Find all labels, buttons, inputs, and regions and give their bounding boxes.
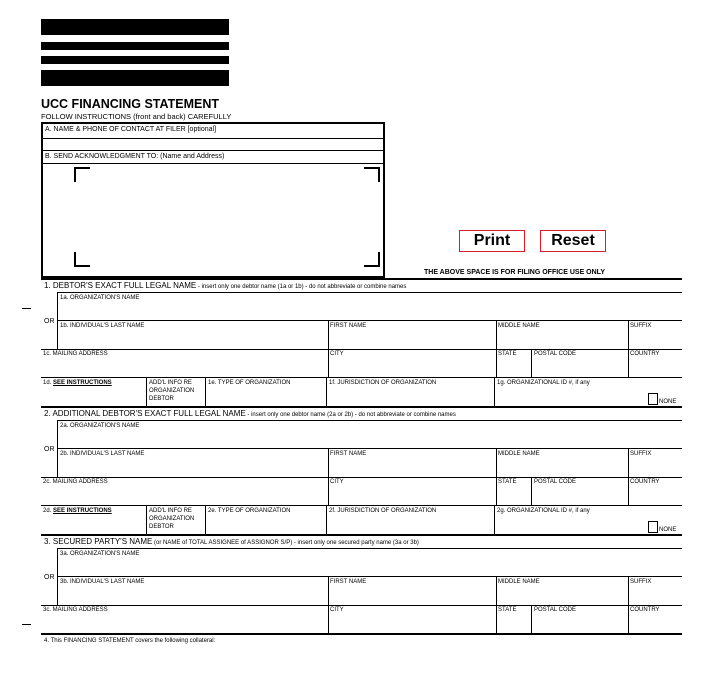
s3-postal-code-label: POSTAL CODE xyxy=(534,607,577,613)
s3-org-name-label: 3a. ORGANIZATION'S NAME xyxy=(60,551,140,557)
s3-org-name-field[interactable] xyxy=(58,549,682,576)
acknowledgment-address-field[interactable] xyxy=(70,166,382,272)
s1-state-label: STATE xyxy=(498,351,517,357)
section2-note: - insert only one debtor name (2a or 2b) - do not abbreviate or combine names xyxy=(245,412,456,418)
s2-addl-info-1: ADD'L INFO RE xyxy=(149,508,192,514)
s2-postal-code-label: POSTAL CODE xyxy=(534,479,577,485)
s2-city-label: CITY xyxy=(330,479,344,485)
s1-org-id-label: 1g. ORGANIZATIONAL ID #, if any xyxy=(497,380,590,386)
contact-at-filer-label: A. NAME & PHONE OF CONTACT AT FILER [optional] xyxy=(45,126,217,133)
send-acknowledgment-label: B. SEND ACKNOWLEDGMENT TO: (Name and Address) xyxy=(45,153,225,160)
section3-title-text: 3. SECURED PARTY'S NAME xyxy=(44,537,153,546)
filer-box-divider-1 xyxy=(41,138,385,139)
s1-see-label xyxy=(43,380,112,386)
s1-org-name-label: 1a. ORGANIZATION'S NAME xyxy=(60,295,140,301)
s3-country-label: COUNTRY xyxy=(630,607,660,613)
s2-jurisdiction-label: 2f. JURISDICTION OF ORGANIZATION xyxy=(329,508,437,514)
section1-title xyxy=(44,282,406,290)
s2-or-label: OR xyxy=(44,446,55,453)
s2-middle-name-label: MIDDLE NAME xyxy=(498,451,540,457)
s2-addl-info-2: ORGANIZATION xyxy=(149,516,195,522)
s1-jurisdiction-label: 1f. JURISDICTION OF ORGANIZATION xyxy=(329,380,437,386)
s2-col-6 xyxy=(205,505,206,534)
s2-none-checkbox[interactable] xyxy=(648,521,658,533)
s2-org-name-field[interactable] xyxy=(58,421,682,448)
s3-state-label: STATE xyxy=(498,607,517,613)
s1-first-name-label: FIRST NAME xyxy=(330,323,367,329)
s3-city-label: CITY xyxy=(330,607,344,613)
s2-col-7 xyxy=(326,505,327,534)
s2-mailing-address-label: 2c. MAILING ADDRESS xyxy=(43,479,108,485)
s1-col-6 xyxy=(205,377,206,406)
s1-suffix-label: SUFFIX xyxy=(630,323,652,329)
s1-indiv-last-name-label: 1b. INDIVIDUAL'S LAST NAME xyxy=(60,323,145,329)
form-instructions: FOLLOW INSTRUCTIONS (front and back) CAREFULLY xyxy=(41,112,232,121)
section2-title xyxy=(44,410,456,418)
s2-org-id-label: 2g. ORGANIZATIONAL ID #, if any xyxy=(497,508,590,514)
s1-or-label: OR xyxy=(44,318,55,325)
s2-country-label: COUNTRY xyxy=(630,479,660,485)
s2-col-5 xyxy=(146,505,147,534)
s3-indiv-last-name-label: 3b. INDIVIDUAL'S LAST NAME xyxy=(60,579,145,585)
s1-col-5 xyxy=(146,377,147,406)
s1-country-label: COUNTRY xyxy=(630,351,660,357)
s1-col-3 xyxy=(531,349,532,377)
s1-mailing-address-label: 1c. MAILING ADDRESS xyxy=(43,351,108,357)
s2-see-prefix: 2d. xyxy=(43,508,52,514)
section3-top-rule xyxy=(41,534,682,536)
s1-city-label: CITY xyxy=(330,351,344,357)
s1-see-instructions-link[interactable]: SEE INSTRUCTIONS xyxy=(53,380,112,386)
s1-none-label: NONE xyxy=(659,399,677,405)
print-button[interactable]: Print xyxy=(459,230,525,252)
filing-office-note: THE ABOVE SPACE IS FOR FILING OFFICE USE ONLY xyxy=(424,269,605,276)
section3-title xyxy=(44,538,419,546)
s3-or-label: OR xyxy=(44,574,55,581)
s2-suffix-label: SUFFIX xyxy=(630,451,652,457)
redaction-bar-1 xyxy=(41,19,229,35)
filer-box-divider-3 xyxy=(41,163,385,164)
s2-col-8 xyxy=(494,505,495,534)
s1-col-8 xyxy=(494,377,495,406)
section2-title-text: 2. ADDITIONAL DEBTOR'S EXACT FULL LEGAL NAME xyxy=(44,409,246,418)
filer-box-divider-2 xyxy=(41,150,385,151)
section3-note: (or NAME of TOTAL ASSIGNEE of ASSIGNOR S/P) - insert only one secured party name (3a or 3b) xyxy=(152,540,419,546)
s2-state-label: STATE xyxy=(498,479,517,485)
s1-addl-info-3: DEBTOR xyxy=(149,396,174,402)
s3-first-name-label: FIRST NAME xyxy=(330,579,367,585)
section4-top-rule xyxy=(41,633,682,635)
section1-note: - insert only one debtor name (1a or 1b) - do not abbreviate or combine names xyxy=(196,284,407,290)
s2-type-org-label: 2e. TYPE OF ORGANIZATION xyxy=(208,508,291,514)
address-corner-brackets xyxy=(70,166,382,272)
s1-type-org-label: 1e. TYPE OF ORGANIZATION xyxy=(208,380,291,386)
margin-tick-bottom xyxy=(22,624,31,625)
margin-tick-top xyxy=(22,308,31,309)
s2-org-name-label: 2a. ORGANIZATION'S NAME xyxy=(60,423,140,429)
s2-col-3 xyxy=(531,477,532,505)
reset-button[interactable]: Reset xyxy=(540,230,606,252)
s1-addl-info-1: ADD'L INFO RE xyxy=(149,380,192,386)
redaction-bar-3 xyxy=(41,56,229,64)
s1-postal-code-label: POSTAL CODE xyxy=(534,351,577,357)
s1-see-prefix: 1d. xyxy=(43,380,52,386)
s2-addl-info-3: DEBTOR xyxy=(149,524,174,530)
s3-suffix-label: SUFFIX xyxy=(630,579,652,585)
s1-col-7 xyxy=(326,377,327,406)
s1-addl-info-2: ORGANIZATION xyxy=(149,388,195,394)
form-title: UCC FINANCING STATEMENT xyxy=(41,97,219,111)
s1-middle-name-label: MIDDLE NAME xyxy=(498,323,540,329)
s1-org-name-field[interactable] xyxy=(58,293,682,320)
s2-none-label: NONE xyxy=(659,527,677,533)
section2-top-rule xyxy=(41,406,682,408)
s1-rule-d xyxy=(41,377,682,378)
s3-middle-name-label: MIDDLE NAME xyxy=(498,579,540,585)
s3-col-3 xyxy=(531,605,532,633)
s2-first-name-label: FIRST NAME xyxy=(330,451,367,457)
s2-rule-d xyxy=(41,505,682,506)
redaction-bar-4 xyxy=(41,70,229,86)
s3-mailing-address-label: 3c. MAILING ADDRESS xyxy=(43,607,108,613)
s2-see-label xyxy=(43,508,112,514)
section4-collateral-text: 4. This FINANCING STATEMENT covers the following collateral: xyxy=(44,638,216,644)
section1-title-text: 1. DEBTOR'S EXACT FULL LEGAL NAME xyxy=(44,281,197,290)
section1-top-rule xyxy=(41,278,682,280)
s1-none-checkbox[interactable] xyxy=(648,393,658,405)
redaction-bar-2 xyxy=(41,42,229,50)
s2-indiv-last-name-label: 2b. INDIVIDUAL'S LAST NAME xyxy=(60,451,145,457)
s2-see-instructions-link[interactable]: SEE INSTRUCTIONS xyxy=(53,508,112,514)
